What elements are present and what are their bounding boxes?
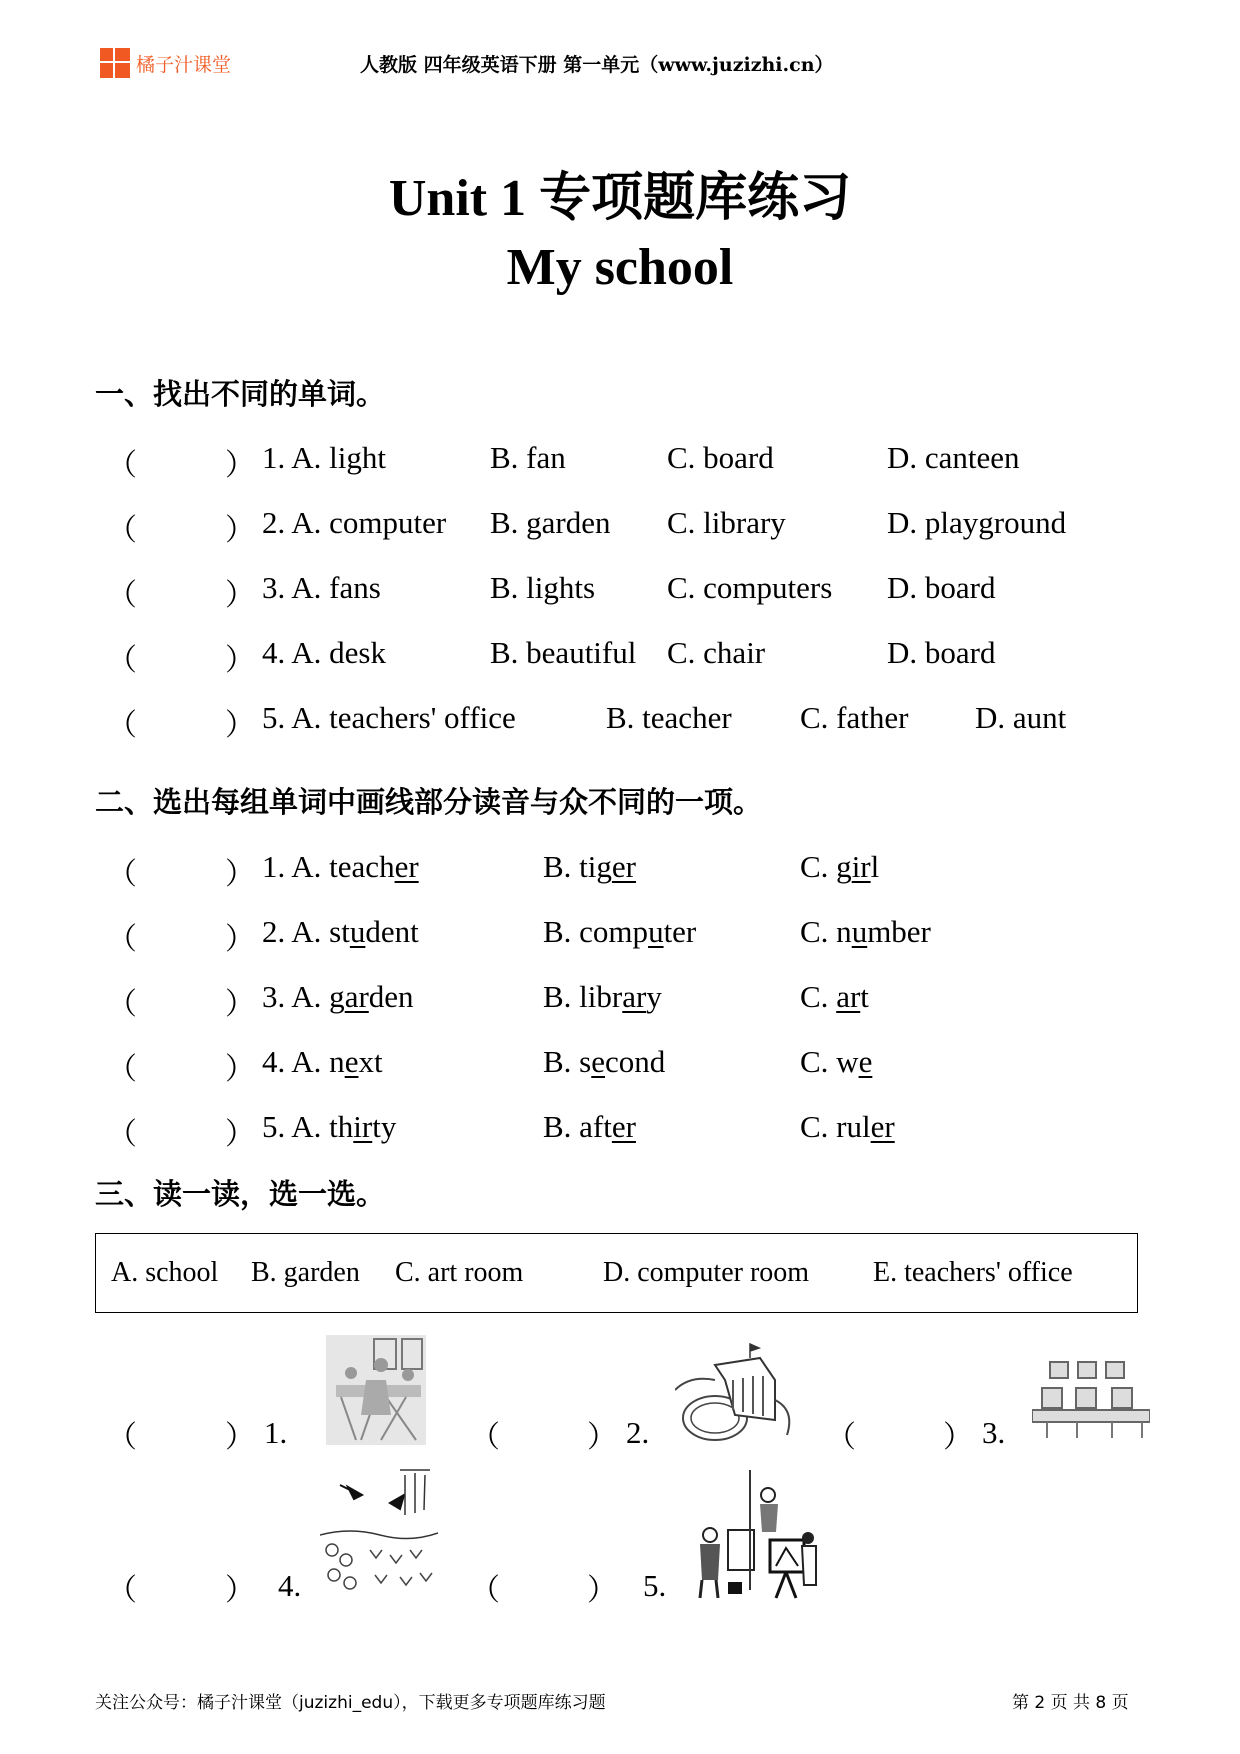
option-c: C. father [800,700,909,735]
option-b: B. beautiful [490,635,637,670]
answer-blank-open[interactable]: （ [470,1421,500,1454]
page-subtitle: My school [506,239,734,296]
underlined-part: u [349,914,366,949]
word-part: den [368,979,414,1014]
question-label: 5. [643,1568,667,1603]
option-b [543,979,662,1015]
option-a: A. school [111,1257,219,1288]
option-c [800,1109,895,1145]
word-part: xt [358,1044,383,1079]
answer-blank-open[interactable]: （ [107,449,137,482]
answer-blank-close: ） [225,1053,255,1086]
option-b: B. teacher [606,700,732,735]
underlined-part: u [648,914,664,949]
answer-blank-open[interactable]: （ [107,1421,137,1454]
option-a: 4. A. desk [262,635,386,670]
word-part: B. s [543,1044,592,1079]
option-a: 3. A. fans [262,570,381,605]
option-c: C. computers [667,570,833,605]
answer-blank-close: ） [225,644,255,677]
word-part: t [860,979,869,1014]
answer-blank-close: ） [587,1421,617,1454]
option-d: D. aunt [975,700,1067,735]
word-part: 1. A. teach [262,849,395,884]
answer-blank-open[interactable]: （ [107,1053,137,1086]
question-label: 2. [626,1415,650,1450]
page-header-title: 人教版 四年级英语下册 第一单元（www.juzizhi.cn） [360,54,834,76]
logo-icon [100,48,130,78]
question-label: 1. [264,1415,288,1450]
option-c: C. board [667,440,774,475]
option-d: D. computer room [603,1257,810,1288]
art-room-picture [688,1470,818,1600]
garden-picture [320,1465,438,1600]
underlined-part: er [611,1109,636,1144]
answer-blank-open[interactable]: （ [107,923,137,956]
word-part: C. [800,979,837,1014]
answer-blank-open[interactable]: （ [107,579,137,612]
word-part: B. aft [543,1109,612,1144]
option-b [543,1109,636,1145]
word-part: ty [372,1109,397,1144]
word-part: dent [365,914,419,949]
option-a [262,849,419,885]
footer-note: 关注公众号：橘子汁课堂（juzizhi_edu），下载更多专项题库练习题 [95,1693,606,1713]
answer-blank-open[interactable]: （ [107,1118,137,1151]
option-c: C. chair [667,635,766,670]
section-3-heading: 三、读一读，选一选。 [95,1177,386,1211]
word-part: y [646,979,662,1014]
page-number: 第 2 页 共 8 页 [1012,1693,1129,1713]
answer-blank-close: ） [225,1574,255,1607]
section-1-heading: 一、找出不同的单词。 [95,377,386,411]
option-c [800,1044,872,1080]
answer-blank-open[interactable]: （ [107,514,137,547]
answer-blank-open[interactable]: （ [107,988,137,1021]
answer-blank-close: ） [943,1421,973,1454]
word-part: C. g [800,849,852,884]
underlined-part: er [611,849,636,884]
answer-blank-close: ） [225,858,255,891]
option-c [800,914,931,950]
word-part: 5. A. th [262,1109,354,1144]
underlined-part: er [394,849,419,884]
brand-logo [100,48,231,78]
answer-blank-close: ） [225,514,255,547]
option-d: D. board [887,635,996,670]
underlined-part: e [344,1044,359,1079]
word-part: mber [867,914,931,949]
option-c [800,849,879,885]
word-part: l [870,849,880,884]
word-part: ter [663,914,697,949]
answer-blank-open[interactable]: （ [470,1574,500,1607]
answer-blank-open[interactable]: （ [107,709,137,742]
answer-blank-open[interactable]: （ [107,858,137,891]
answer-blank-close: ） [225,579,255,612]
answer-blank-close: ） [225,449,255,482]
underlined-part: ar [622,979,647,1014]
word-part: C. w [800,1044,859,1079]
answer-blank-open[interactable]: （ [107,1574,137,1607]
option-e: E. teachers' office [873,1257,1073,1288]
word-part: C. n [800,914,852,949]
option-a [262,914,419,950]
answer-blank-close: ） [225,923,255,956]
option-a: 2. A. computer [262,505,447,540]
option-a: 1. A. light [262,440,387,475]
underlined-part: e [858,1044,873,1079]
underlined-part: u [851,914,868,949]
option-b: B. fan [490,440,566,475]
option-c: C. art room [395,1257,524,1288]
word-part: B. tig [543,849,612,884]
brand-name: 橘子汁课堂 [136,53,232,76]
underlined-part: ir [353,1109,373,1144]
underlined-part: ar [344,979,369,1014]
section-2-heading: 二、选出每组单词中画线部分读音与众不同的一项。 [95,785,763,819]
question-label: 3. [982,1415,1006,1450]
underlined-part: er [870,1109,895,1144]
word-part: B. libr [543,979,623,1014]
option-b: B. lights [490,570,596,605]
answer-blank-open[interactable]: （ [107,644,137,677]
option-b: B. garden [490,505,611,540]
teachers-office-picture [326,1335,426,1445]
underlined-part: ar [836,979,861,1014]
option-c [800,979,869,1015]
page-title: Unit 1 专项题库练习 [388,170,852,227]
answer-blank-close: ） [587,1574,617,1607]
answer-blank-close: ） [225,1118,255,1151]
answer-blank-close: ） [225,988,255,1021]
option-a: 5. A. teachers' office [262,700,516,735]
computer-room-picture [1032,1360,1150,1440]
option-b [543,1044,665,1080]
question-label: 4. [278,1568,302,1603]
option-c: C. library [667,505,786,540]
option-b: B. garden [251,1257,360,1288]
option-b [543,849,636,885]
answer-blank-open[interactable]: （ [826,1421,856,1454]
underlined-part: ir [851,849,871,884]
word-part: C. rul [800,1109,871,1144]
option-d: D. playground [887,505,1067,540]
word-part: 4. A. n [262,1044,345,1079]
underlined-part: e [591,1044,606,1079]
word-part: 2. A. st [262,914,350,949]
option-a [262,1044,383,1080]
option-a [262,1109,396,1145]
word-part: cond [605,1044,666,1079]
word-part: B. comp [543,914,649,949]
school-picture [675,1340,800,1450]
option-b [543,914,696,950]
answer-blank-close: ） [225,1421,255,1454]
answer-blank-close: ） [225,709,255,742]
option-d: D. board [887,570,996,605]
option-a [262,979,414,1015]
word-part: 3. A. g [262,979,345,1014]
option-d: D. canteen [887,440,1020,475]
